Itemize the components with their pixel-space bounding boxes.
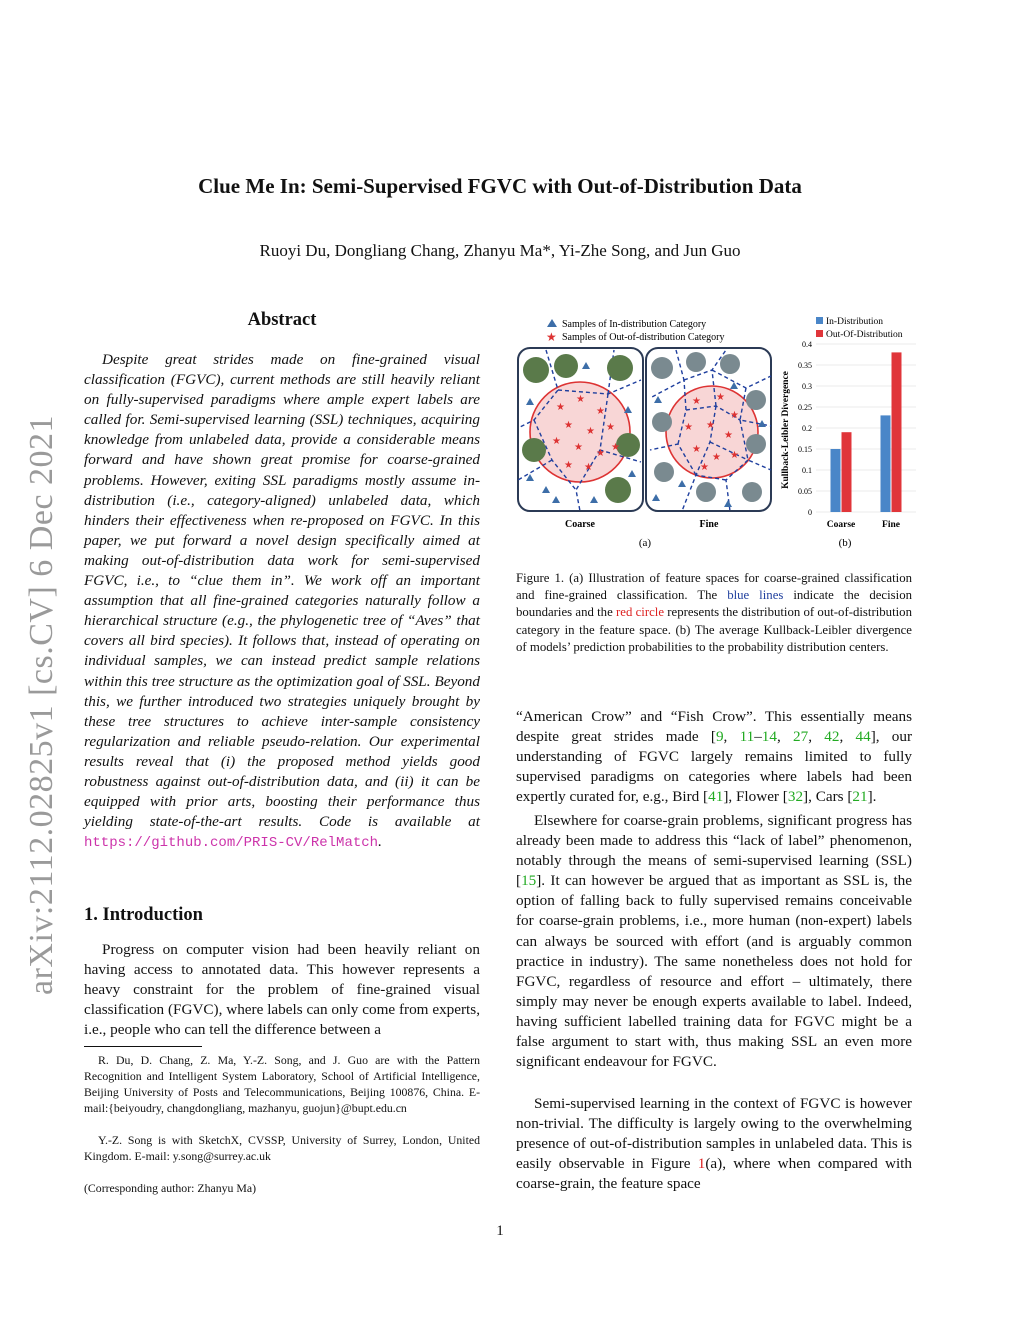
legend-out-of-distribution: Samples of Out-of-distribution Category — [562, 332, 725, 343]
figure-caption — [516, 570, 912, 656]
code-link[interactable]: https://github.com/PRIS-CV/RelMatch — [84, 835, 379, 852]
footnote-affiliation: R. Du, D. Chang, Z. Ma, Y.-Z. Song, and J. Guo are with the Pattern Recognition and Intelligent System Laboratory, School of Artificial Intelligence, Beijing University of Posts and Telecommunications, Beijing 100876, China. E-mail:{beiyoudry, changdongliang, mazhanyu, guojun}@bupt.edu.cn — [84, 1053, 480, 1115]
svg-text:★: ★ — [564, 460, 573, 471]
svg-text:★: ★ — [706, 420, 715, 431]
author-list: Ruoyi Du, Dongliang Chang, Zhanyu Ma*, Yi-Zhe Song, and Jun Guo — [259, 241, 741, 260]
ref-15[interactable]: 15 — [521, 872, 537, 890]
paper-title: Clue Me In: Semi-Supervised FGVC with Out-of-Distribution Data — [198, 174, 802, 198]
y-tick-label: 0.35 — [798, 361, 812, 370]
star-legend-icon: ★ — [546, 330, 557, 344]
ref-32[interactable]: 32 — [787, 788, 804, 806]
ref-41[interactable]: 41 — [708, 788, 724, 806]
svg-text:★: ★ — [576, 394, 585, 405]
caption-red-circle: red circle — [616, 605, 665, 620]
ref-27[interactable]: 27 — [793, 728, 809, 746]
svg-text:★: ★ — [700, 462, 709, 473]
svg-text:★: ★ — [584, 462, 593, 473]
ref-11[interactable]: 11 — [739, 728, 755, 746]
chart-legend-out-of-distribution: Out-Of-Distribution — [826, 330, 903, 340]
triangle-legend-icon — [547, 319, 557, 327]
right-paragraph-2 — [516, 811, 912, 1072]
bar-fine-out-of-distribution — [892, 352, 902, 512]
panel-b-caption: (b) — [838, 537, 852, 549]
ref-21[interactable]: 21 — [852, 788, 868, 806]
ref-9[interactable]: 9 — [715, 728, 724, 746]
figure-1-ref[interactable]: 1 — [697, 1155, 706, 1173]
caption-blue-lines: blue lines — [727, 588, 784, 603]
caption-text-2: indicate the decision boundaries and the — [516, 588, 912, 620]
bar-coarse-out-of-distribution — [842, 432, 852, 512]
ref-44[interactable]: 44 — [855, 728, 871, 746]
footnote-corresponding: (Corresponding author: Zhanyu Ma) — [84, 1181, 256, 1195]
rp1-text-d: ], Cars [ — [803, 788, 853, 806]
panel-a-caption: (a) — [638, 537, 652, 549]
rp1-text-e: ]. — [867, 788, 877, 806]
right-paragraph-1: “American Crow” and “Fish Crow”. This essentially means despite great strides made [9, 11–14, 27, 42, 44], our understanding of FGVC largely remains limited to fully supervised paradigms on categories where labels had been expertly curated for, e.g., Bird [41], Flower [32], Cars [21]. — [516, 708, 913, 806]
svg-text:★: ★ — [564, 420, 573, 431]
abstract-heading: Abstract — [247, 310, 317, 330]
svg-text:★: ★ — [692, 396, 701, 407]
svg-text:★: ★ — [596, 406, 605, 417]
y-tick-label: 0.2 — [802, 424, 812, 433]
introduction-paragraph: Progress on computer vision had been heavily reliant on having access to annotated data. This however represents a heavy constraint for the problem of fine-grained visual classification (FGVC), where labels can only come from experts, i.e., people who can tell the difference between a — [84, 941, 480, 1039]
svg-text:★: ★ — [716, 392, 725, 403]
legend-ood-swatch — [816, 330, 823, 337]
arxiv-stamp: arXiv:2112.02825v1 [cs.CV] 6 Dec 2021 — [23, 414, 60, 995]
footnote-song: Y.-Z. Song is with SketchX, CVSSP, University of Surrey, London, United Kingdom. E-mail: y.song@surrey.ac.uk — [84, 1133, 480, 1163]
svg-text:★: ★ — [586, 426, 595, 437]
svg-text:★: ★ — [730, 410, 739, 421]
rp3-text-a: Semi-supervised learning in the context of FGVC is however non-trivial. The difficulty is largely owing to the overwhelming presence of out-of-distribution samples in unlabeled data. This is easily observable in Figure — [516, 1095, 912, 1173]
y-tick-label: 0.3 — [802, 382, 812, 391]
svg-text:★: ★ — [556, 402, 565, 413]
rp2-text-a: Elsewhere for coarse-grain problems, significant progress has already been made to address this “lack of label” phenomenon, notably through the means of semi-supervised learning (SSL) [ — [516, 812, 912, 890]
y-tick-label: 0.15 — [798, 445, 812, 454]
fine-feature-space — [646, 348, 771, 511]
y-tick-label: 0.1 — [802, 466, 812, 475]
legend-in-dist-swatch — [816, 317, 823, 324]
chart-y-axis-label: Kullback-Leibler Divergence — [781, 371, 791, 489]
panel-a-fine-label: Fine — [699, 519, 719, 530]
svg-text:★: ★ — [606, 422, 615, 433]
caption-text-1: Figure 1. (a) Illustration of feature spaces for coarse-grained classification and fine-grained classification. The — [516, 571, 912, 603]
legend-in-distribution: Samples of In-distribution Category — [562, 319, 707, 330]
abstract-body — [84, 350, 480, 853]
rp3-text-b: (a), where when compared with coarse-grain, the feature space — [516, 1155, 912, 1193]
caption-text-3: represents the distribution of out-of-distribution category in the feature space. (b) The average Kullback-Leibler divergence of models’ prediction probabilities to the probability distribution centers. — [516, 605, 912, 654]
coarse-feature-space — [518, 348, 643, 511]
svg-text:★: ★ — [574, 442, 583, 453]
y-tick-label: 0.4 — [802, 340, 812, 349]
svg-text:★: ★ — [611, 442, 620, 453]
page-number: 1 — [496, 1223, 504, 1239]
introduction-heading: 1. Introduction — [84, 905, 203, 925]
y-tick-label: 0.25 — [798, 403, 812, 412]
ref-14[interactable]: 14 — [761, 728, 777, 746]
chart-legend-in-distribution: In-Distribution — [826, 317, 883, 327]
ref-42[interactable]: 42 — [824, 728, 840, 746]
right-paragraph-3 — [516, 1094, 912, 1194]
svg-text:★: ★ — [596, 448, 605, 459]
x-tick-label-coarse: Coarse — [826, 520, 856, 530]
svg-text:★: ★ — [730, 450, 739, 461]
footnote-rule — [84, 1046, 202, 1047]
kl-divergence-chart — [781, 317, 916, 530]
svg-text:★: ★ — [692, 444, 701, 455]
rp1-text-a: “American Crow” and “Fish Crow”. This essentially means despite great strides made [ — [516, 708, 912, 746]
svg-text:★: ★ — [552, 436, 561, 447]
bar-fine-in-distribution — [881, 415, 891, 512]
figure-1 — [516, 310, 916, 560]
bar-coarse-in-distribution — [831, 449, 841, 512]
y-tick-label: 0 — [808, 508, 812, 517]
svg-text:★: ★ — [684, 422, 693, 433]
y-tick-label: 0.05 — [798, 487, 812, 496]
abstract-end: . — [378, 833, 382, 851]
rp2-text-b: ]. It can however be argued that as important as SSL is, the option of falling back to fully supervised remains conceivable for coarse-grain problems, i.e., more human (non-expert) labels can always be sourced with effort (and is arguably common practice in industry). The same nonetheless does not hold for FGVC, regardless of resource and effort – ultimately, there simply may never be enough experts available to label. Indeed, having sufficient labelled training data for FGVC might be a false argument to start with, thus making SSL an even more significant endeavour for FGVC. — [516, 872, 912, 1071]
abstract-text: Despite great strides made on fine-grained visual classification (FGVC), current methods are still heavily reliant on fully-supervised paradigms where ample expert labels are called for. Semi-supervised learning (SSL) techniques, acquiring knowledge from unlabeled data, provide a considerable means forward and have shown great promise for coarse-grained problems. However, exiting SSL paradigms mostly assume in-distribution (i.e., category-aligned) unlabeled data, which hinders their effectiveness when re-proposed on FGVC. In this paper, we put forward a novel design specifically aimed at making out-of-distribution data work for semi-supervised FGVC, i.e., to “clue them in”. We work off an important assumption that all fine-grained categories naturally follow a hierarchical structure (e.g., the phylogenetic tree of “Aves” that covers all bird species). It follows that, instead of operating on individual samples, we can instead predict sample relations within this tree structure as the optimization goal of SSL. Beyond this, we further introduced two strategies uniquely brought by these tree structures to achieve inter-sample consistency regularization and reliable pseudo-relation. Our experimental results reveal that (i) the proposed method yields good robustness against out-of-distribution data, and (ii) it can be equipped with prior arts, boosting their performance thus yielding state-of-the-art results. Code is available at — [84, 351, 480, 831]
svg-text:★: ★ — [712, 452, 721, 463]
rp1-text-c: ], Flower [ — [723, 788, 788, 806]
x-tick-label-fine: Fine — [882, 520, 900, 530]
rp1-text-b: ], our understanding of FGVC largely remains limited to fully supervised paradigms on categories where labels had been expertly curated for, e.g., Bird [ — [516, 728, 913, 806]
svg-text:★: ★ — [724, 430, 733, 441]
panel-a-coarse-label: Coarse — [565, 519, 595, 530]
